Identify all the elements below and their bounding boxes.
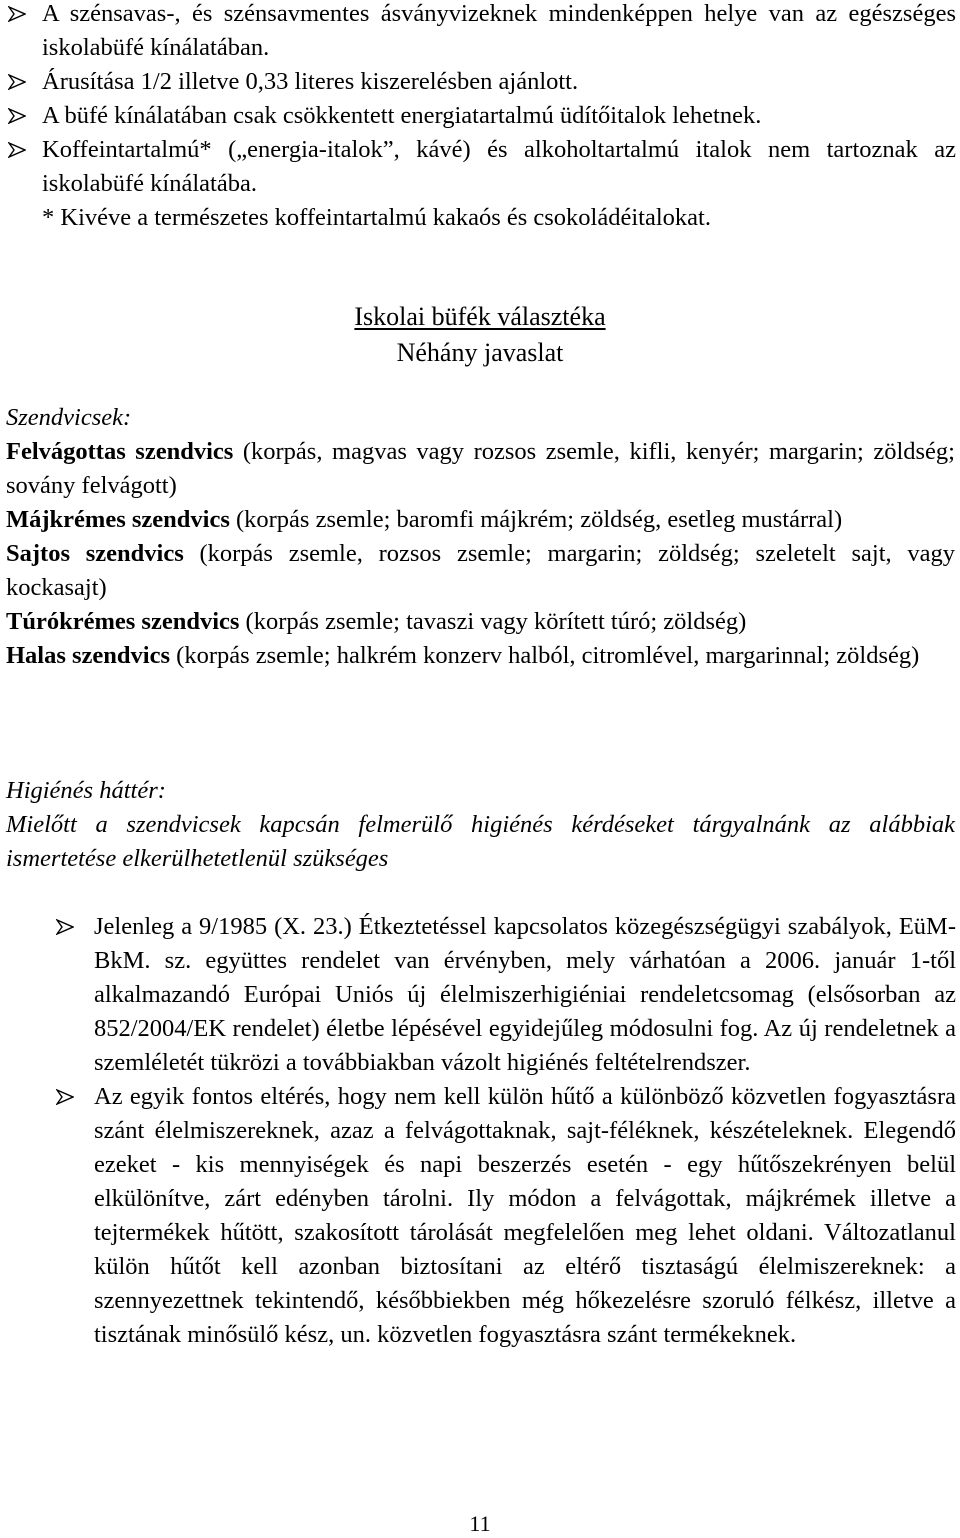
bullet-item <box>6 65 956 99</box>
sandwich-name: Felvágottas szendvics <box>6 438 234 465</box>
sandwich-detail: (korpás, magvas vagy rozsos zsemle, kifli, kenyér; margarin; zöldség; sovány felvágott) <box>6 438 955 499</box>
sandwich-heading: Szendvicsek: <box>6 404 132 431</box>
bullet-item <box>58 1080 956 1352</box>
bottom-bullet-list <box>58 910 956 1352</box>
bullet-text: Árusítása 1/2 illetve 0,33 literes kiszerelésben ajánlott. <box>42 68 579 95</box>
sandwich-name: Halas szendvics <box>6 642 171 669</box>
bullet-text: Az egyik fontos eltérés, hogy nem kell külön hűtő a különböző közvetlen fogyasztásra szánt élelmiszereknek, azaz a felvágottaknak, sajt-féléknek, készételeknek. Elegendő ezeket - kis mennyiségek és napi beszerzés esetén - egy hűtőszekrényen belül elkülönítve, zárt edényben tárolni. Ily módon a felvágottak, májkrémek illetve a tejtermékek hűtött, szakosított tárolását megfelelően meg lehet oldani. Változatlanul külön hűtőt kell azonban biztosítani az eltérő tisztaságú élelmiszereknek: a szennyezettnek tekintendő, későbbiekben még hőkezelésre szoruló félkész, illetve a tisztának minősülő kész, un. közvetlen fogyasztásra szánt termékeknek. <box>94 1083 956 1348</box>
hygiene-intro: Mielőtt a szendvicsek kapcsán felmerülő higiénés kérdéseket tárgyalnánk az alábbiak ismertetése elkerülhetetlenül szükséges <box>6 811 955 872</box>
bullet-text: Jelenleg a 9/1985 (X. 23.) Étkeztetéssel kapcsolatos közegészségügyi szabályok, EüM-BkM. sz. együttes rendelet van érvényben, mely várhatóan a 2006. január 1-től alkalmazandó Európai Uniós új élelmiszerhigiéniai rendeletcsomag (elsősorban az 852/2004/EK rendelet) életbe lépésével egyidejűleg módosulni fog. Az új rendeletnek a szemléletét tükrözi a továbbiakban vázolt higiénés feltételrendszer. <box>94 913 956 1076</box>
page-subtitle: Néhány javaslat <box>396 338 564 367</box>
arrow-bullet-icon <box>8 142 26 158</box>
bullet-item <box>6 0 956 65</box>
title-block <box>0 299 960 371</box>
arrow-bullet-icon <box>8 74 26 90</box>
page-number: 11 <box>469 1511 491 1536</box>
arrow-bullet-icon <box>56 919 74 935</box>
bullet-text: A büfé kínálatában csak csökkentett energiatartalmú üdítőitalok lehetnek. <box>42 102 762 129</box>
arrow-bullet-icon <box>8 6 26 22</box>
bullet-item <box>6 99 956 133</box>
sandwich-name: Sajtos szendvics <box>6 540 184 567</box>
bullet-text: A szénsavas-, és szénsavmentes ásványvizeknek mindenképpen helye van az egészséges iskolabüfé kínálatában. <box>42 0 956 61</box>
sandwich-detail: (korpás zsemle; tavaszi vagy körített túró; zöldség) <box>239 608 747 635</box>
sandwich-detail: (korpás zsemle; baromfi májkrém; zöldség, esetleg mustárral) <box>229 506 843 533</box>
sandwich-detail: (korpás zsemle, rozsos zsemle; margarin; zöldség; szeletelt sajt, vagy kockasajt) <box>6 540 955 601</box>
hygiene-heading: Higiénés háttér: <box>6 777 166 804</box>
arrow-bullet-icon <box>56 1089 74 1105</box>
sandwich-list <box>6 435 955 673</box>
top-bullet-list <box>6 0 956 201</box>
list-item <box>6 605 955 639</box>
sandwich-name: Májkrémes szendvics <box>6 506 230 533</box>
sandwich-detail: (korpás zsemle; halkrém konzerv halból, citromlével, margarinnal; zöldség) <box>170 642 920 669</box>
sandwich-name: Túrókrémes szendvics <box>6 608 240 635</box>
bullet-item <box>6 133 956 201</box>
footnote-text: * Kivéve a természetes koffeintartalmú kakaós és csokoládéitalokat. <box>42 204 711 231</box>
list-item <box>6 639 955 673</box>
list-item <box>6 537 955 605</box>
list-item <box>6 435 955 503</box>
list-item <box>6 503 955 537</box>
page-title: Iskolai büfék választéka <box>354 302 606 331</box>
bullet-item <box>58 910 956 1080</box>
arrow-bullet-icon <box>8 108 26 124</box>
bullet-text: Koffeintartalmú* („energia-italok”, kávé) és alkoholtartalmú italok nem tartoznak az iskolabüfé kínálatába. <box>42 136 956 197</box>
